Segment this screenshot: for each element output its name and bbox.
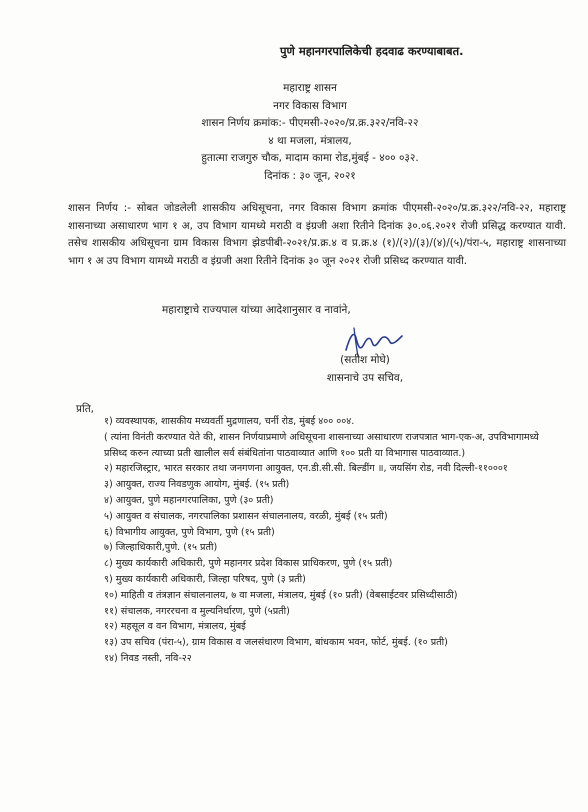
list-item-note: ( त्यांना विनंती करण्यात येते की, शासन निर्णयाप्रमाणे अधिसूचना शासनाच्या असाधारण राजपत्रात भाग-एक-अ, उपविभागामध्ये प्रसिध्द करुन त्याच्या प्रती खालील सर्व संबंधितांना पाठवाव्यात आणि १०० प्रती या विभागास पाठवाव्यात.) xyxy=(104,431,539,459)
list-item: १०) माहिती व तंत्रज्ञान संचालनालय, ७ वा मजला, मंत्रालय, मुंबई (१० प्रती) (वेबसाईटवर प्रसिध्दीसाठी) xyxy=(104,589,458,601)
recipient-list xyxy=(104,414,564,667)
letter-header xyxy=(150,80,470,185)
signatory-block xyxy=(300,352,430,387)
floor-address: ४ था मजला, मंत्रालय, xyxy=(268,134,352,147)
decision-paragraph: शासन निर्णय :- सोबत जोडलेली शासकीय अधिसूचना, नगर विकास विभाग क्रमांक पीएमसी-२०२०/प्र.क्र.३२२/नवि-२२, महाराष्ट्र शासनाच्या असाधारण भाग १ अ, उप विभाग यामध्ये मराठी व इंग्रजी अशा रितीने दिनांक ३०.०६.२०२१ रोजी प्रसिद्ध करण्यात यावी. तसेच शासकीय अधिसूचना ग्राम विकास विभाग झेडपीबी-२०२१/प्र.क्र.४ व प्र.क्र.४ (१)/(२)/(३)/(४)/(५)/पंरा-५, महाराष्ट्र शासनाच्या भाग १ अ उप विभाग यामध्ये मराठी व इंग्रजी अशा रितीने दिनांक ३० जून २०२१ रोजी प्रसिध्द करण्यात यावी. xyxy=(68,202,566,267)
subject-line: पुणे महानगरपालिकेची हदवाढ करण्याबाबत. xyxy=(280,44,464,58)
list-item: १४) निवड नस्ती, नवि-२२ xyxy=(104,652,192,664)
list-item: १३) उप सचिव (पंरा-५), ग्राम विकास व जलसंधारण विभाग, बांधकाम भवन, फोर्ट, मुंबई. (१० प्रती) xyxy=(104,637,448,649)
decision-date: दिनांक : ३० जून, २०२१ xyxy=(264,169,356,182)
signatory-name: (सतीश मोघे) xyxy=(340,354,390,366)
list-item: १) व्यवस्थापक, शासकीय मध्यवर्ती मुद्रणालय, चर्नी रोड, मुंबई ४०० ००४. xyxy=(104,416,355,427)
list-item: ८) मुख्य कार्यकारी अधिकारी, पुणे महानगर प्रदेश विकास प्राधिकरण, पुणे (१५ प्रती) xyxy=(104,558,393,570)
list-item: १२) महसूल व वन विभाग, मंत्रालय, मुंबई xyxy=(104,621,246,633)
government-name: महाराष्ट्र शासन xyxy=(283,82,337,94)
signatory-designation: शासनाचे उप सचिव, xyxy=(326,371,404,384)
list-item: ४) आयुक्त, पुणे महानगरपालिका, पुणे (३० प्रती) xyxy=(104,494,274,506)
list-item: ७) जिल्हाधिकारी,पुणे. (१५ प्रती) xyxy=(104,542,218,554)
to-label: प्रति, xyxy=(76,403,95,415)
street-address: हुतात्मा राजगुरु चौक, मादाम कामा रोड,मुंबई - ४०० ०३२. xyxy=(201,152,419,164)
list-item: ११) संचालक, नगररचना व मुल्यनिर्धारण, पुणे (५प्रती) xyxy=(104,605,290,617)
governor-order-line: महाराष्ट्राचे राज्यपाल यांच्या आदेशानुसार व नावांने, xyxy=(162,304,351,316)
decision-number: शासन निर्णय क्रमांक:- पीएमसी-२०२०/प्र.क्र.३२२/नवि-२२ xyxy=(201,117,419,129)
list-item: ६) विभागीय आयुक्त, पुणे विभाग, पुणे (१५ प्रती) xyxy=(104,526,275,538)
list-item: ५) आयुक्त व संचालक, नगरपालिका प्रशासन संचालनालय, वरळी, मुंबई (१५ प्रती) xyxy=(104,510,388,522)
list-item: २) महारजिस्ट्रार, भारत सरकार तथा जनगणना आयुक्त, एन.डी.सी.सी. बिल्डींग ॥, जयसिंग रोड, नवी दिल्ली-११०००१ xyxy=(104,463,508,475)
department-name: नगर विकास विभाग xyxy=(273,99,347,112)
list-item: ९) मुख्य कार्यकारी अधिकारी, जिल्हा परिषद, पुणे (३ प्रती) xyxy=(104,573,306,585)
list-item: ३) आयुक्त, राज्य निवडणुक आयोग, मुंबई. (१५ प्रती) xyxy=(104,479,290,491)
